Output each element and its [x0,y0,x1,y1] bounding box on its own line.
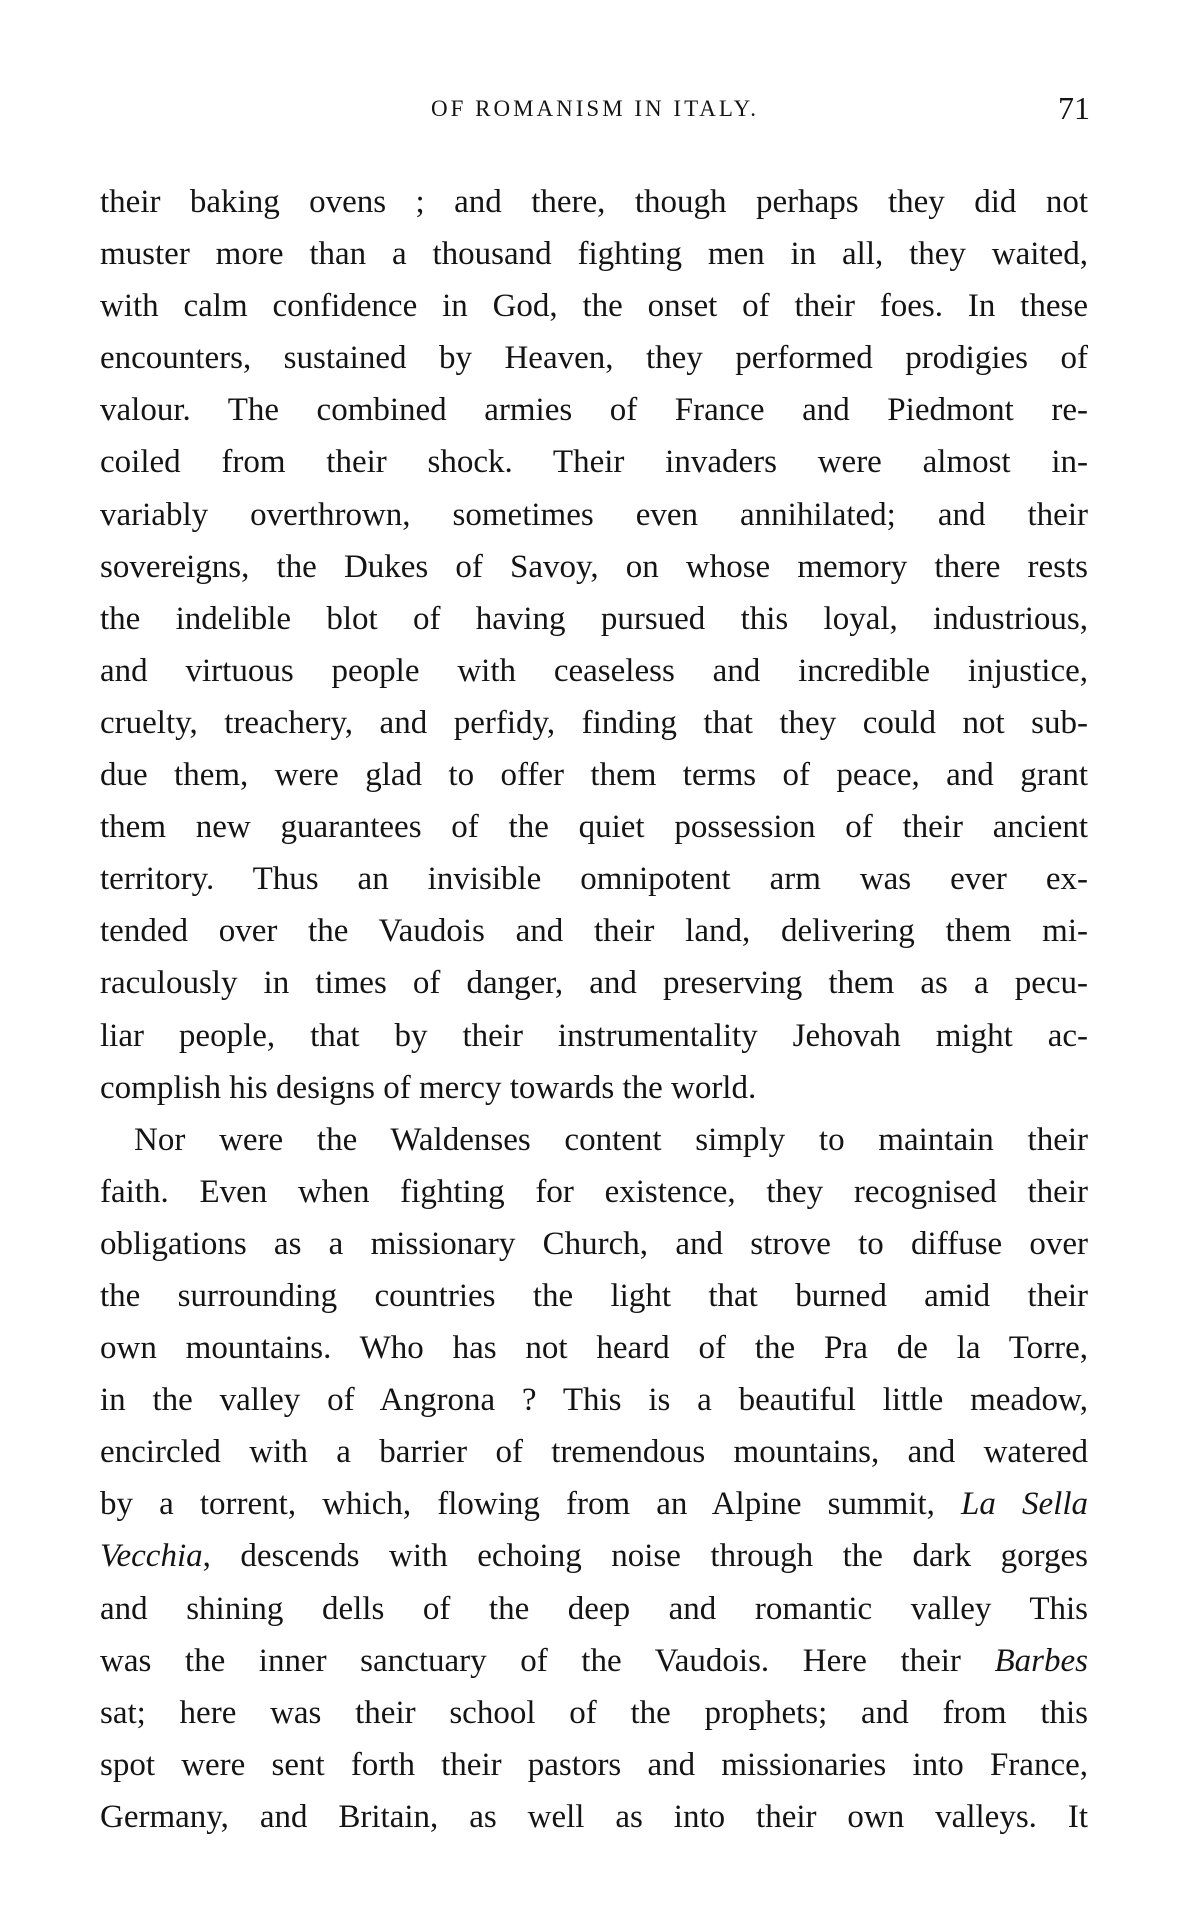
text-line: own mountains. Who has not heard of the Pra de la Torre, [100,1330,1088,1367]
text-line: cruelty, treachery, and perfidy, finding that they could not sub- [100,704,1088,741]
text-line: territory. Thus an invisible omnipotent arm was ever ex- [100,861,1088,898]
running-title: OF ROMANISM IN ITALY. [430,96,760,121]
italic-place-name: Vecchia [100,1538,203,1575]
text-line: sovereigns, the Dukes of Savoy, on whose memory there rests [100,548,1088,585]
text-line: coiled from their shock. Their invaders were almost in- [100,444,1088,481]
text-line: in the valley of Angrona ? This is a beautiful little meadow, [100,1382,1088,1419]
text-line: their baking ovens ; and there, though perhaps they did not [100,184,1088,220]
italic-term: Barbes [994,1642,1088,1679]
text-line: spot were sent forth their pastors and missionaries into France, [100,1746,1088,1783]
text-line-with-italic [100,1478,1088,1530]
text-line: muster more than a thousand fighting men in all, they waited, [100,236,1088,273]
italic-place-name: La Sella [961,1486,1089,1523]
text-line: them new guarantees of the quiet possession of their ancient [100,809,1088,846]
paragraph-start-line: Nor were the Waldenses content simply to maintain their [134,1121,1088,1158]
text-line: due them, were glad to offer them terms of peace, and grant [100,757,1088,794]
text-line: liar people, that by their instrumentality Jehovah might ac- [100,1017,1088,1054]
text-line: and virtuous people with ceaseless and incredible injustice, [100,652,1088,689]
text-line-with-italic [100,1530,1088,1582]
page-header [100,90,1090,136]
text-line: the indelible blot of having pursued this loyal, industrious, [100,600,1088,637]
text-line: encounters, sustained by Heaven, they performed prodigies of [100,340,1088,377]
text-segment: , descends with echoing noise through the dark gorges [202,1538,1088,1575]
text-line: encircled with a barrier of tremendous mountains, and watered [100,1434,1088,1471]
text-line: obligations as a missionary Church, and strove to diffuse over [100,1225,1088,1262]
text-line: faith. Even when fighting for existence, they recognised their [100,1173,1088,1210]
text-line: valour. The combined armies of France and Piedmont re- [100,392,1088,429]
text-segment: by a torrent, which, flowing from an Alpine summit, [100,1486,962,1523]
paragraph-end-line: complish his designs of mercy towards the world. [100,1069,757,1106]
body-text [100,176,1088,1843]
text-line: Germany, and Britain, as well as into their own valleys. It [100,1798,1088,1835]
text-segment: was the inner sanctuary of the Vaudois. Here their [100,1642,995,1679]
text-line: sat; here was their school of the prophets; and from this [100,1694,1088,1731]
text-line-with-italic [100,1635,1088,1687]
text-line: and shining dells of the deep and romantic valley This [100,1590,1088,1627]
text-line: variably overthrown, sometimes even annihilated; and their [100,496,1088,533]
text-line: with calm confidence in God, the onset of their foes. In these [100,288,1088,325]
page-number: 71 [1058,90,1090,126]
text-line: the surrounding countries the light that burned amid their [100,1277,1088,1314]
text-line: raculously in times of danger, and preserving them as a pecu- [100,965,1088,1002]
text-line: tended over the Vaudois and their land, delivering them mi- [100,913,1088,950]
